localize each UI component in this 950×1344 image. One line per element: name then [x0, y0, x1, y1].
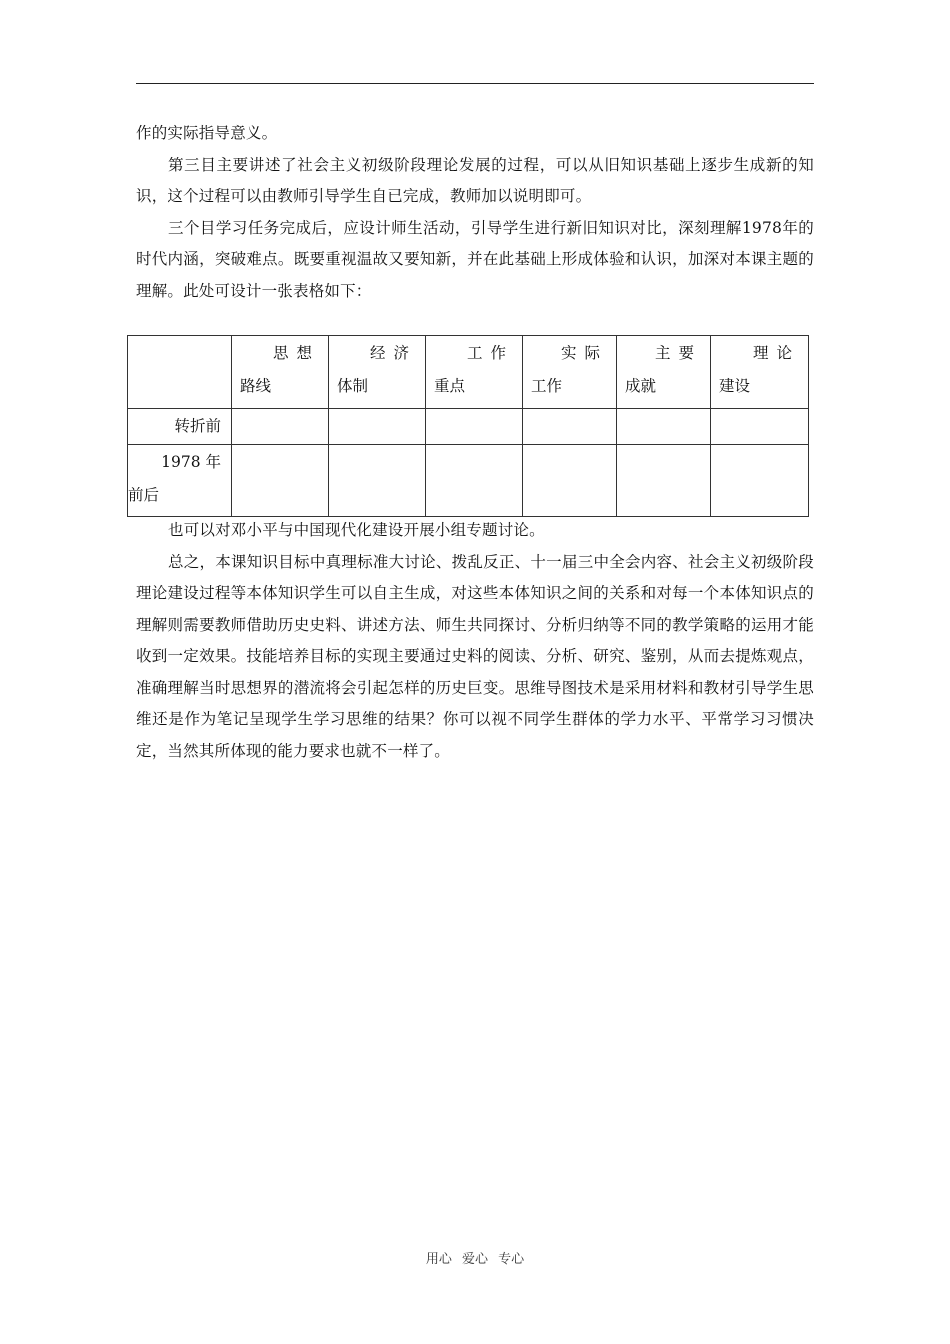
- table-cell: [523, 445, 617, 517]
- header-line2: 路线: [240, 377, 272, 395]
- paragraph-activity-design: 三个目学习任务完成后，应设计师生活动，引导学生进行新旧知识对比，深刻理解1978年的时代内涵，突破难点。既要重视温故又要知新，并在此基础上形成体验和认识，加深对本课主题的理解。此处可设计一张表格如下：: [136, 218, 814, 300]
- header-line1: 经济: [369, 344, 417, 362]
- header-line1: 理论: [752, 344, 800, 362]
- table-cell: [711, 409, 809, 445]
- page-footer: 用心 爱心 专心: [425, 1252, 525, 1267]
- header-rule: [136, 83, 814, 84]
- header-line2: 建设: [719, 377, 751, 395]
- header-line1: 思想: [272, 344, 320, 362]
- paragraph-summary: 总之，本课知识目标中真理标准大讨论、拨乱反正、十一届三中全会内容、社会主义初级阶段理论建设过程等本体知识学生可以自主生成，对这些本体知识之间的关系和对每一个本体知识点的理解则需要教师借助历史史料、讲述方法、师生共同探讨、分析归纳等不同的教学策略的运用才能收到一定效果。技能培养目标的实现主要通过史料的阅读、分析、研究、鉴别，从而去提炼观点，准确理解当时思想界的潜流将会引起怎样的历史巨变。思维导图技术是采用材料和教材引导学生思维还是作为笔记呈现学生学习思维的结果？你可以视不同学生群体的学力水平、平常学习习惯决定，当然其所体现的能力要求也就不一样了。: [136, 552, 814, 760]
- table-header-cell: [232, 336, 329, 409]
- header-line1: 实际: [560, 344, 608, 362]
- paragraph-continuation: 作的实际指导意义。: [136, 124, 278, 142]
- body-text-top: [136, 118, 814, 307]
- table-header-cell: [426, 336, 523, 409]
- table-corner-cell: [128, 336, 232, 409]
- table-cell: [329, 445, 426, 517]
- comparison-table: [127, 335, 809, 517]
- table-header-row: [128, 336, 809, 409]
- table-cell: [617, 409, 711, 445]
- table-row: [128, 409, 809, 445]
- header-line2: 体制: [337, 377, 369, 395]
- table-cell: [426, 409, 523, 445]
- table-cell: [329, 409, 426, 445]
- header-line1: 工作: [466, 344, 514, 362]
- row-label-line2: 前后: [128, 486, 160, 504]
- table-header-cell: [329, 336, 426, 409]
- header-line2: 重点: [434, 377, 466, 395]
- row-label-line1: 1978 年: [161, 453, 221, 471]
- body-text-bottom: [136, 515, 814, 767]
- paragraph-third-section: 第三目主要讲述了社会主义初级阶段理论发展的过程，可以从旧知识基础上逐步生成新的知识，这个过程可以由教师引导学生自已完成，教师加以说明即可。: [136, 155, 814, 205]
- header-line2: 成就: [625, 377, 657, 395]
- table-cell: [711, 445, 809, 517]
- table-header-cell: [711, 336, 809, 409]
- row-label-line1: 转折前: [174, 417, 221, 435]
- table-row: [128, 445, 809, 517]
- table-header-cell: [523, 336, 617, 409]
- header-line2: 工作: [531, 377, 563, 395]
- table-cell: [232, 445, 329, 517]
- paragraph-group-discussion: 也可以对邓小平与中国现代化建设开展小组专题讨论。: [168, 521, 545, 539]
- table-cell: [232, 409, 329, 445]
- table-row-label: [128, 409, 232, 445]
- header-line1: 主要: [654, 344, 702, 362]
- table-cell: [523, 409, 617, 445]
- table-cell: [426, 445, 523, 517]
- table-row-label: [128, 445, 232, 517]
- table-cell: [617, 445, 711, 517]
- table-header-cell: [617, 336, 711, 409]
